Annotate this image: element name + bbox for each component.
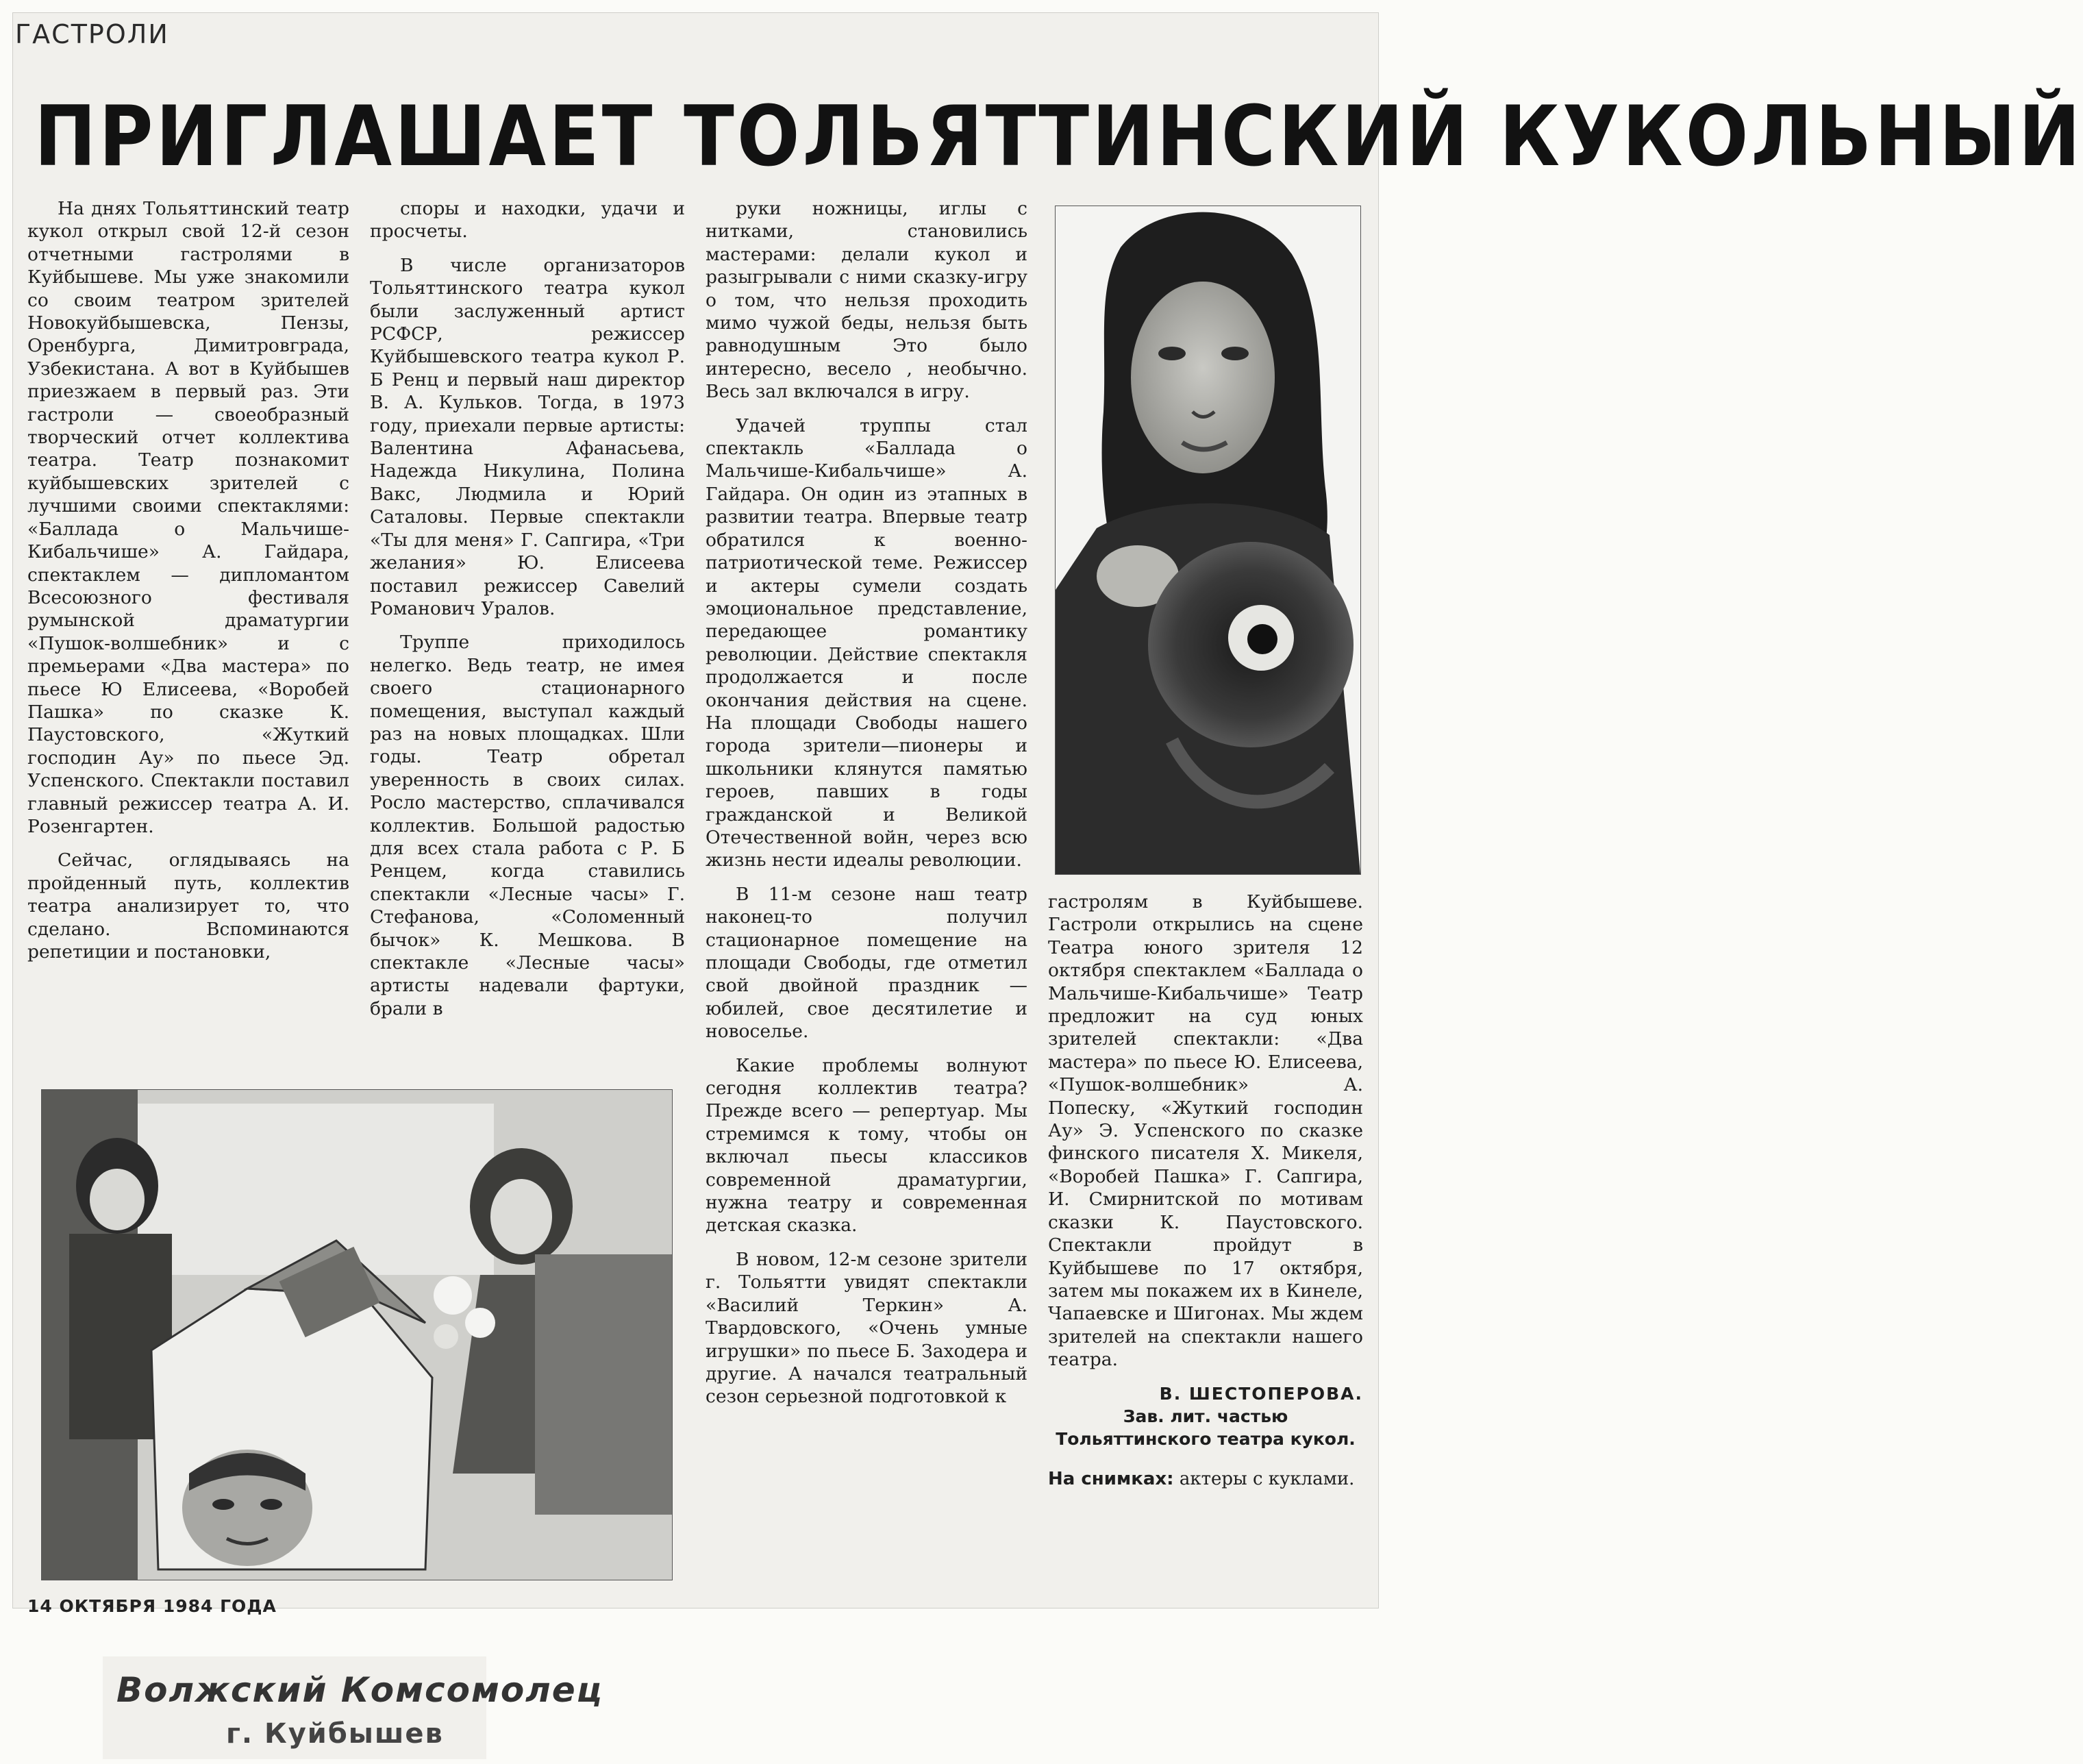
paragraph: Удачей труппы стал спектакль «Баллада о Мальчише-Кибальчише» А. Гайдара. Он один из этапных в развитии театра. Впервые театр обратился к военно-патриотической теме. Режиссер и актеры сумели создать эмоциональное представление, передающее романтику революции. Действие спектакля продолжается и после окончания действия на сцене. На площади Свободы нашего города зрители—пионеры и школьники клянутся памятью героев, павших в годы гражданской и Великой Отечественной войн, через всю жизнь нести идеалы революции.: [706, 414, 1027, 871]
author-name: В. ШЕСТОПЕРОВА.: [1159, 1383, 1363, 1404]
paragraph: гастролям в Куйбышеве. Гастроли открылись на сцене Театра юного зрителя 12 октября спектаклем «Баллада о Мальчише-Кибальчише» Театр предложит на суд юных зрителей спектакли: «Два мастера» по пьесе Ю. Елисеева, «Пушок-волшебник» А. Попеску, «Жуткий господин Ау» Э. Успенского по сказке финского писателя Х. Микеля, «Воробей Пашка» Г. Сапгира, И. Смирнитской по мотивам сказки К. Паустовского. Спектакли пройдут в Куйбышеве по 17 октября, затем мы покажем их в Кинеле, Чапаевске и Шигонах. Мы ждем зрителей на спектакли нашего театра.: [1048, 891, 1363, 1371]
article-column-4: [1048, 891, 1363, 1491]
author-signature: [1048, 1382, 1363, 1450]
paragraph: Какие проблемы волнуют сегодня коллектив театра? Прежде всего — репертуар. Мы стремимся к тому, чтобы он включал пьесы классиков современной драматургии, нужна театру и современная детская сказка.: [706, 1054, 1027, 1237]
masthead-city: г. Куйбышев: [226, 1718, 444, 1750]
paragraph: В числе организаторов Тольяттинского театра кукол были заслуженный артист РСФСР, режиссер Куйбышевского театра кукол Р. Б Ренц и первый наш директор В. А. Кульков. Тогда, в 1973 году, приехали первые артисты: Валентина Афанасьева, Надежда Никулина, Полина Вакс, Людмила и Юрий Саталовы. Первые спектакли «Ты для меня» Г. Сапгира, «Три желания» Ю. Елисеева поставил режиссер Савелий Романович Уралов.: [370, 254, 685, 619]
photo-actors-image: [42, 1090, 672, 1580]
issue-date: 14 ОКТЯБРЯ 1984 ГОДА: [27, 1596, 277, 1616]
author-title: Зав. лит. частью Тольяттинского театра кукол.: [1056, 1406, 1356, 1449]
paragraph: руки ножницы, иглы с нитками, становились мастерами: делали кукол и разыгрывали с ними сказку-игру о том, что нельзя проходить мимо чужой беды, нельзя быть равнодушным Это было интересно, весело , необычно. Весь зал включался в игру.: [706, 198, 1027, 403]
section-rubric: ГАСТРОЛИ: [15, 19, 169, 49]
caption-text: актеры с куклами.: [1179, 1468, 1355, 1489]
paragraph: споры и находки, удачи и просчеты.: [370, 198, 685, 243]
photo-actress-with-puppet: [1055, 206, 1361, 875]
paragraph: В новом, 12-м сезоне зрители г. Тольятти увидят спектакли «Василий Теркин» А. Твардовского, «Очень умные игрушки» по пьесе Б. Заходера и другие. А начался театральный сезон серьезной подготовкой к: [706, 1248, 1027, 1408]
article-column-1: [27, 197, 349, 974]
paragraph: Сейчас, оглядываясь на пройденный путь, коллектив театра анализирует то, что сделано. Вспоминаются репетиции и постановки,: [27, 849, 349, 962]
article-column-3: [706, 197, 1027, 1419]
photo-actress-image: [1056, 206, 1360, 874]
photo-actors-with-puppets: [41, 1089, 673, 1580]
article-column-2: [370, 197, 685, 1031]
newspaper-masthead: Волжский Комсомолец: [116, 1670, 603, 1710]
photo-caption: [1048, 1468, 1363, 1491]
paragraph: На днях Тольяттинский театр кукол открыл свой 12-й сезон отчетными гастролями в Куйбышеве. Мы уже знакомили со своим театром зрителей Новокуйбышевска, Пензы, Оренбурга, Димитровграда, Узбекистана. А вот в Куйбышев приезжаем в первый раз. Эти гастроли — своеобразный творческий отчет коллектива театра. Театр познакомит куйбышевских зрителей с лучшими своими спектаклями: «Баллада о Мальчише-Кибальчише» А. Гайдара, спектаклем — дипломантом Всесоюзного фестиваля румынской драматургии «Пушок-волшебник» и с премьерами «Два мастера» по пьесе Ю Елисеева, «Воробей Пашка» по сказке К. Паустовского, «Жуткий господин Ау» по пьесе Эд. Успенского. Спектакли поставил главный режиссер театра А. И. Розенгартен.: [27, 198, 349, 837]
paragraph: В 11-м сезоне наш театр наконец-то получил стационарное помещение на площади Свободы, где отметил свой двойной праздник —юбилей, свое десятилетие и новоселье.: [706, 883, 1027, 1043]
article-headline: ПРИГЛАШАЕТ ТОЛЬЯТТИНСКИЙ КУКОЛЬНЫЙ: [34, 89, 2083, 186]
caption-label: На снимках:: [1048, 1468, 1174, 1489]
paragraph: Труппе приходилось нелегко. Ведь театр, не имея своего стационарного помещения, выступал каждый раз на новых площадках. Шли годы. Театр обретал уверенность в своих силах. Росло мастерство, сплачивался коллектив. Большой радостью для всех стала работа с Р. Б Ренцем, когда ставились спектакли «Лесные часы» Г. Стефанова, «Соломенный бычок» К. Мешкова. В спектакле «Лесные часы» артисты надевали фартуки, брали в: [370, 632, 685, 1019]
